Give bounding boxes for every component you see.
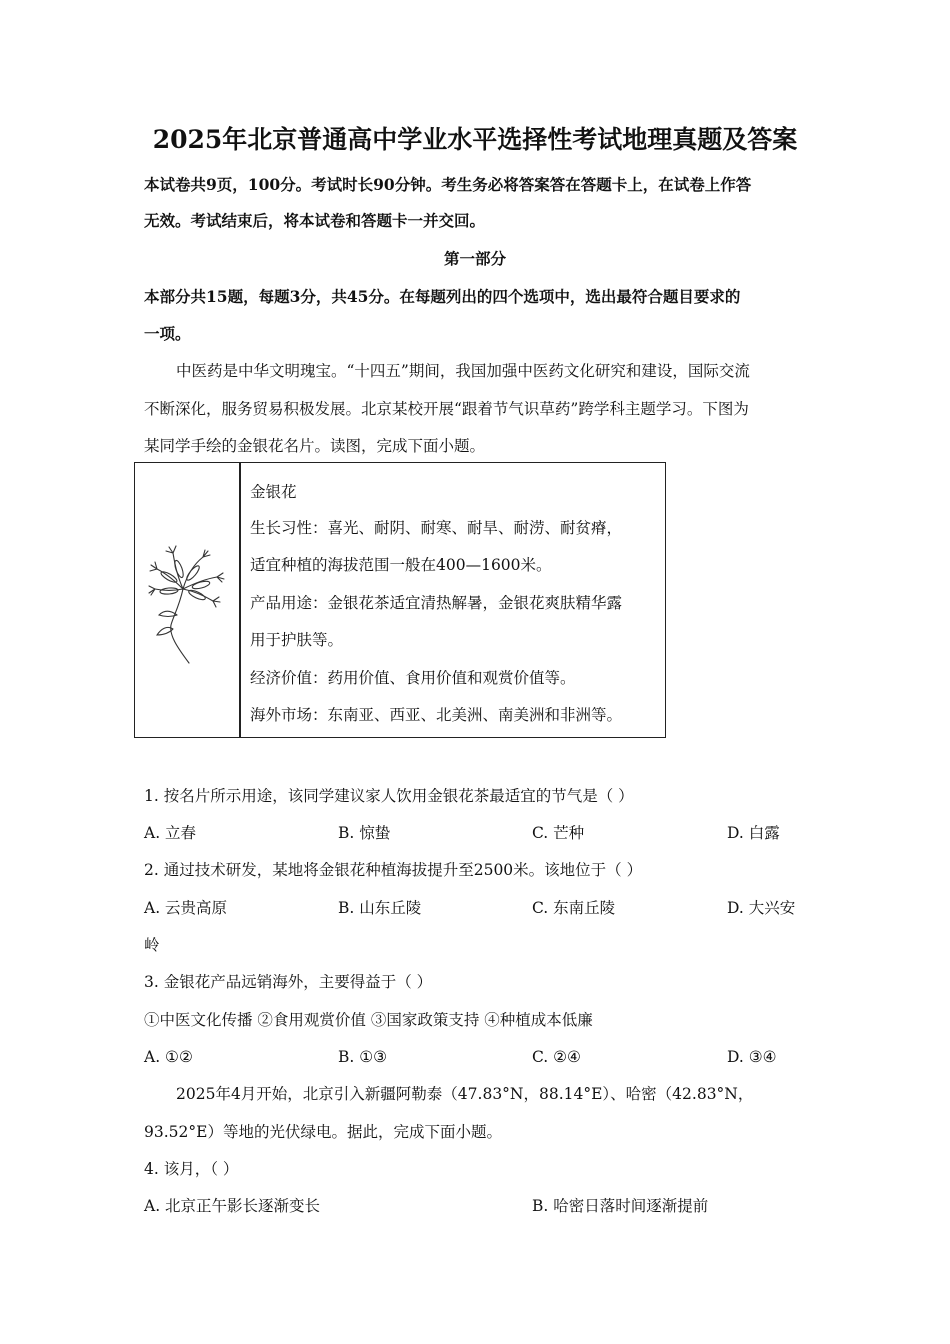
part-desc-line-1: 本部分共15题，每题3分，共45分。在每题列出的四个选项中，选出最符合题目要求的 bbox=[144, 287, 741, 306]
passage1-line-2: 不断深化，服务贸易积极发展。北京某校开展“跟着节气识草药”跨学科主题学习。下图为 bbox=[144, 400, 749, 418]
question-3-option-d: D. ③④ bbox=[727, 1048, 777, 1066]
question-2-option-d: D. 大兴安 bbox=[727, 899, 796, 917]
card-line-4: 用于护肤等。 bbox=[250, 631, 344, 649]
question-1-stem: 1. 按名片所示用途，该同学建议家人饮用金银花茶最适宜的节气是（ ） bbox=[144, 787, 634, 805]
question-1-option-d: D. 白露 bbox=[727, 824, 780, 842]
question-3-option-a: A. ①② bbox=[144, 1048, 193, 1066]
passage2-line-1: 2025年4月开始，北京引入新疆阿勒泰（47.83°N，88.14°E）、哈密（42.83°N， bbox=[176, 1085, 754, 1103]
question-3-option-c: C. ②④ bbox=[532, 1048, 581, 1066]
question-4-stem: 4. 该月，（ ） bbox=[144, 1160, 239, 1178]
card-line-1: 生长习性：喜光、耐阴、耐寒、耐旱、耐涝、耐贫瘠， bbox=[250, 519, 623, 537]
question-2-option-c: C. 东南丘陵 bbox=[532, 899, 616, 917]
question-1-option-c: C. 芒种 bbox=[532, 824, 585, 842]
card-line-3: 产品用途：金银花茶适宜清热解暑，金银花爽肤精华露 bbox=[250, 594, 623, 612]
question-1-option-a: A. 立春 bbox=[144, 824, 197, 842]
question-2-option-a: A. 云贵高原 bbox=[144, 899, 228, 917]
page-title: 2025年北京普通高中学业水平选择性考试地理真题及答案 bbox=[152, 125, 798, 154]
card-name: 金银花 bbox=[250, 483, 297, 501]
card-line-5: 经济价值：药用价值、食用价值和观赏价值等。 bbox=[250, 669, 576, 687]
question-2-stem: 2. 通过技术研发，某地将金银花种植海拔提升至2500米。该地位于（ ） bbox=[144, 861, 643, 879]
question-3-option-b: B. ①③ bbox=[338, 1048, 388, 1066]
question-1-option-b: B. 惊蛰 bbox=[338, 824, 391, 842]
card-line-6: 海外市场：东南亚、西亚、北美洲、南美洲和非洲等。 bbox=[250, 706, 623, 724]
honeysuckle-card bbox=[134, 462, 666, 738]
question-2-option-b: B. 山东丘陵 bbox=[338, 899, 422, 917]
honeysuckle-illustration bbox=[143, 529, 233, 669]
card-divider bbox=[239, 463, 241, 737]
intro-line-2: 无效。考试结束后，将本试卷和答题卡一并交回。 bbox=[144, 211, 486, 230]
part-title: 第一部分 bbox=[443, 249, 506, 268]
part-desc-line-2: 一项。 bbox=[144, 324, 191, 343]
question-4-option-b: B. 哈密日落时间逐渐提前 bbox=[532, 1197, 709, 1215]
question-2-option-d-continued: 岭 bbox=[144, 936, 160, 954]
passage1-line-1: 中医药是中华文明瑰宝。“十四五”期间，我国加强中医药文化研究和建设，国际交流 bbox=[176, 362, 750, 380]
passage2-line-2: 93.52°E）等地的光伏绿电。据此，完成下面小题。 bbox=[144, 1123, 502, 1141]
passage1-line-3: 某同学手绘的金银花名片。读图，完成下面小题。 bbox=[144, 437, 486, 455]
question-3-items: ①中医文化传播 ②食用观赏价值 ③国家政策支持 ④种植成本低廉 bbox=[144, 1011, 593, 1029]
card-line-2: 适宜种植的海拔范围一般在400—1600米。 bbox=[250, 556, 552, 574]
question-3-stem: 3. 金银花产品远销海外，主要得益于（ ） bbox=[144, 973, 433, 991]
question-4-option-a: A. 北京正午影长逐渐变长 bbox=[144, 1197, 321, 1215]
intro-line-1: 本试卷共9页，100分。考试时长90分钟。考生务必将答案答在答题卡上，在试卷上作答 bbox=[144, 175, 752, 194]
